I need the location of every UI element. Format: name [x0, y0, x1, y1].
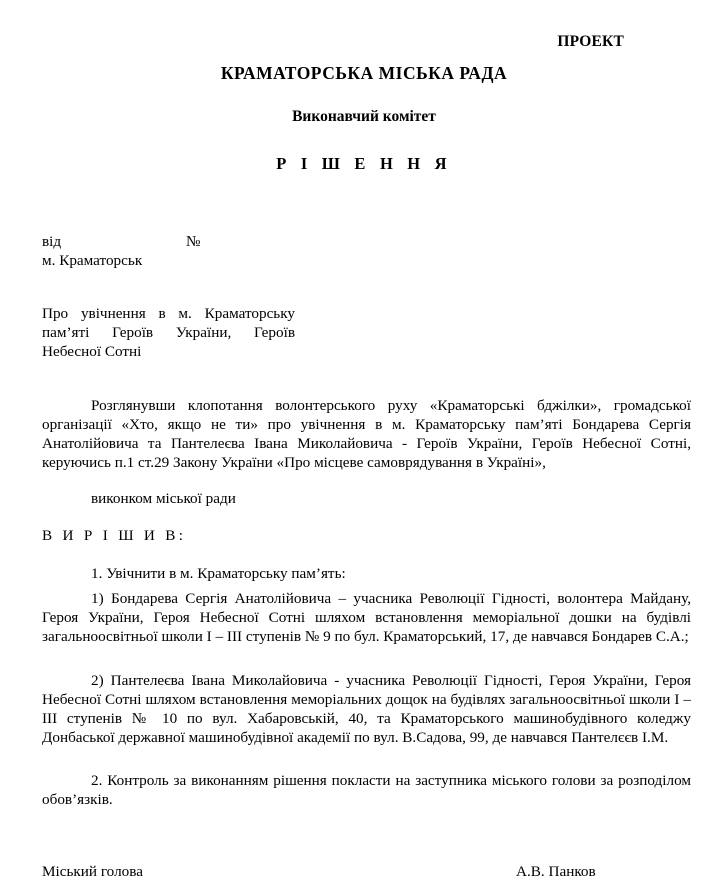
signature-role: Міський голова: [42, 863, 143, 880]
item-2-paragraph: 2. Контроль за виконанням рішення покласти на заступника міського голови за розподілом обов’язків.: [42, 772, 691, 808]
item-1-subitem-2: 2) Пантелеєва Івана Миколайовича - учасника Революції Гідності, Героя України, Героя Небесної Сотні шляхом встановлення меморіальних дощок на будівлях загальноосвітньої школи І – ІІІ ступенів № 10 по вул. Хабаровській, 40, та Краматорського машинобудівного коледжу Донбаської державної машинобудівної академії по вул. В.Садова, 99, де навчався Пантелєєв І.М.: [42, 672, 691, 746]
subject-line: пам’яті Героїв України, Героїв: [42, 324, 295, 341]
decision-subject: [42, 304, 295, 361]
date-label: від: [42, 233, 62, 250]
subject-line: Про увічнення в м. Краматорську: [42, 305, 295, 322]
signature-name: А.В. Панков: [516, 863, 596, 880]
executive-body-line: виконком міської ради: [91, 490, 236, 507]
item-1-subitem-1: 1) Бондарева Сергія Анатолійовича – учасника Революції Гідності, волонтера Майдану, Героя України, Героя Небесної Сотні шляхом встановлення меморіальної дошки на будівлі загальноосвітньої школи І – ІІІ ступенів № 9 по бул. Краматорський, 17, де навчався Бондарев С.А.;: [42, 590, 691, 645]
subject-line: Небесної Сотні: [42, 343, 142, 360]
city-label: м. Краматорськ: [42, 252, 143, 269]
preamble-paragraph: Розглянувши клопотання волонтерського руху «Краматорські бджілки», громадської організації «Хто, якщо не ти» про увічнення в м. Краматорську пам’яті Бондарева Сергія Анатолійовича та Пантелеєва Івана Миколайовича - Героїв України, Героїв Небесної Сотні, керуючись п.1 ст.29 Закону України «Про місцеве самоврядування в Україні»,: [42, 397, 691, 471]
item-1-heading: 1. Увічнити в м. Краматорську пам’ять:: [91, 565, 346, 582]
number-label: №: [186, 233, 201, 250]
committee-name: Виконавчий комітет: [292, 108, 436, 125]
council-name: КРАМАТОРСЬКА МІСЬКА РАДА: [220, 63, 508, 83]
project-mark: ПРОЕКТ: [557, 33, 624, 50]
resolved-label: В И Р І Ш И В:: [42, 527, 187, 544]
decision-title: Р І Ш Е Н Н Я: [276, 154, 452, 173]
